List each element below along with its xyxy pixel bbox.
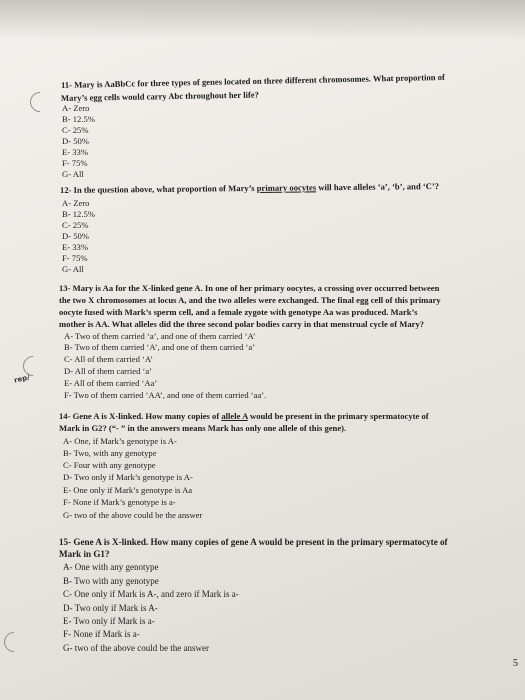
q15-option-d: D- Two only if Mark is A- [63,603,158,613]
q11-option-e: E- 33% [62,147,89,157]
q14-option-c: C- Four with any genotype [63,460,156,470]
q11-option-d: D- 50% [62,136,89,146]
q15-option-a: A- One with any genotype [63,562,159,572]
q14-option-e: E- One only if Mark’s genotype is Aa [63,485,193,495]
q13-stem-line-1: 13- Mary is Aa for the X-linked gene A. In one of her primary oocytes, a crossing over occurred between [59,283,440,293]
q12-option-c: C- 25% [62,220,89,230]
q11-stem-line-2: Mary’s egg cells would carry Abc throughout her life? [60,89,260,103]
q12-stem-end: will have alleles ‘a’, ‘b’, and ‘C’? [316,181,440,193]
q12-option-e: E- 33% [62,242,89,252]
q15-option-g: G- two of the above could be the answer [63,643,209,653]
q14-stem-start: 14- Gene A is X-linked. How many copies of [59,411,222,421]
q11-option-g: G- All [62,169,84,179]
q14-stem-emphasis: allele A [221,411,248,421]
binder-hole-bottom [0,628,28,656]
q13-option-a: A- Two of them carried ‘a’, and one of them carried ‘A’ [64,331,256,341]
q15-option-c: C- One only if Mark is A-, and zero if Mark is a- [63,589,239,599]
q11-option-c: C- 25% [62,125,89,135]
binder-hole-top [26,88,54,116]
q14-option-f: F- None if Mark’s genotype is a- [63,497,176,507]
q14-option-b: B- Two, with any genotype [63,448,157,458]
q12-option-g: G- All [62,264,84,274]
q11-option-b: B- 12.5% [62,114,95,124]
q15-option-f: F- None if Mark is a- [63,629,140,639]
q13-stem-line-4: mother is AA. What alleles did the three second polar bodies carry in that menstrual cycle of Mary? [59,319,425,329]
q14-option-a: A- One, if Mark’s genotype is A- [63,436,177,446]
q13-option-f: F- Two of them carried ‘AA’, and one of them carried ‘aa’. [64,390,267,400]
q15-stem-line-1: 15- Gene A is X-linked. How many copies of gene A would be present in the primary spermatocyte of [59,537,448,547]
q15-option-b: B- Two with any genotype [63,576,159,586]
q12-option-f: F- 75% [62,253,88,263]
q14-option-d: D- Two only if Mark’s genotype is A- [63,472,193,482]
q12-stem-start: 12- In the question above, what proportion of Mary’s [59,182,257,195]
q13-option-c: C- All of them carried ‘A’ [64,354,154,364]
handwritten-margin-note: rep/ [13,373,31,385]
q12-stem [60,181,439,195]
q13-stem-line-2: the two X chromosomes at locus A, and the two alleles were exchanged. The final egg cell of this primary [59,295,441,305]
q14-stem-line-2: Mark in G2? (“- ” in the answers means Mark has only one allele of this gene). [59,423,347,433]
q12-option-b: B- 12.5% [62,209,95,219]
q11-stem-line-1: 11- Mary is AaBbCc for three types of genes located on three different chromosomes. What proportion of [60,71,445,90]
q12-stem-emphasis: primary oocytes [256,182,317,193]
page-number: 5 [513,658,518,669]
q13-option-b: B- Two of them carried ‘A’, and one of them carried ‘a’ [64,342,256,352]
q15-option-e: E- Two only if Mark is a- [63,616,155,626]
q13-stem-line-3: oocyte fused with Mark’s sperm cell, and a female zygote with genotype Aa was produced. Mark’s [59,307,418,317]
q11-option-f: F- 75% [62,158,88,168]
q14-stem-end: would be present in the primary spermatocyte of [247,411,429,421]
q15-stem-line-2: Mark in G1? [59,549,110,559]
q14-stem-line-1 [59,411,429,421]
q13-option-d: D- All of them carried ‘a’ [64,366,153,376]
page-shadow [0,0,525,40]
q12-option-d: D- 50% [62,231,89,241]
q13-option-e: E- All of them carried ‘Aa’ [64,378,158,388]
q14-option-g: G- two of the above could be the answer [63,510,203,520]
q12-option-a: A- Zero [62,198,90,208]
q11-option-a: A- Zero [62,103,90,113]
